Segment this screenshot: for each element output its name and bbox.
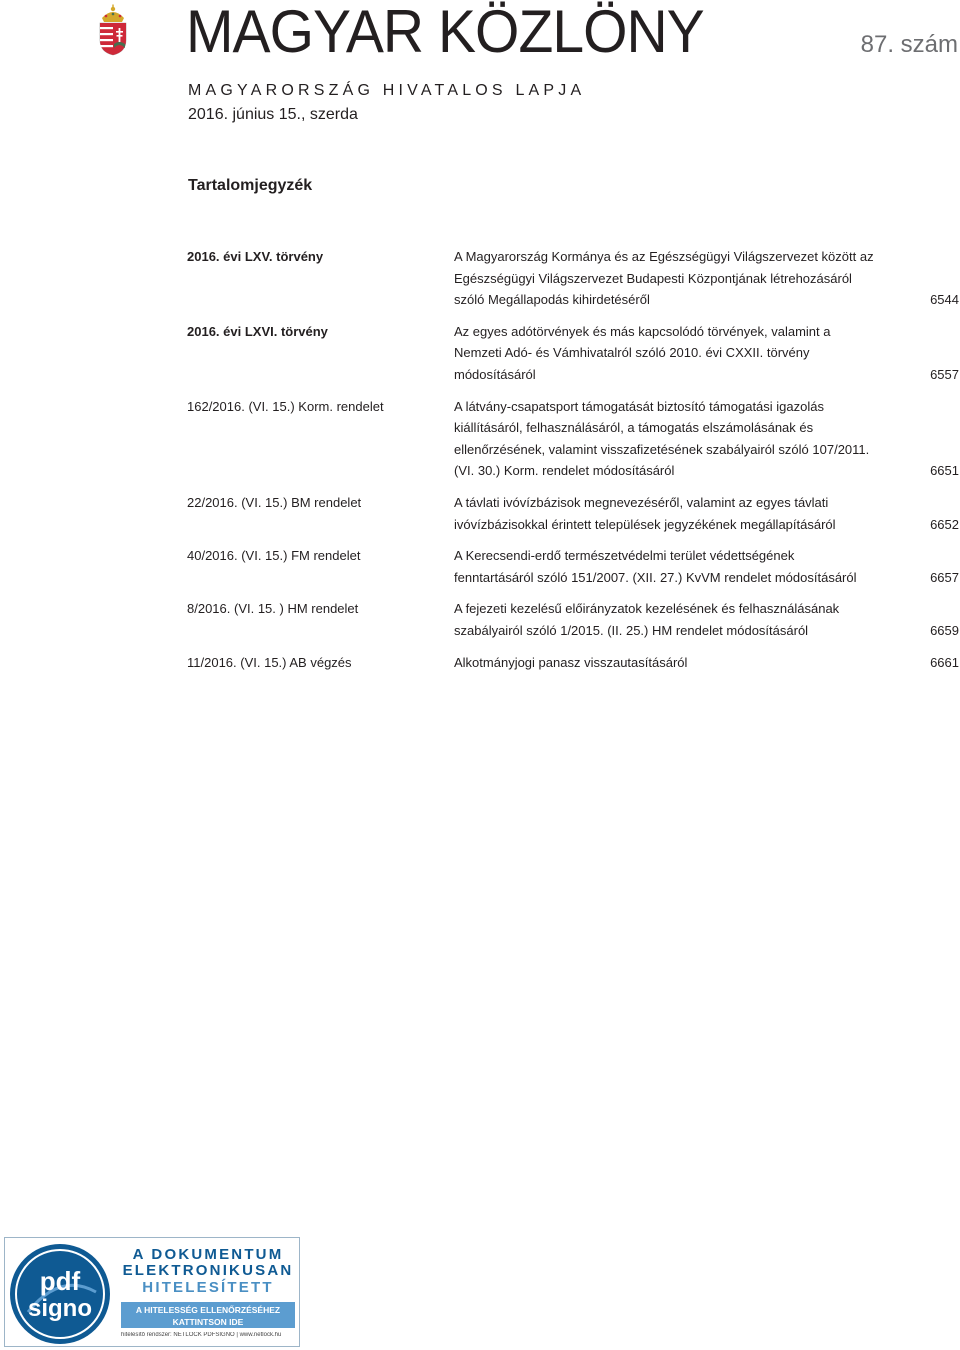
toc-entry-page: 6661 xyxy=(930,654,959,670)
badge-line-1: A DOKUMENTUM xyxy=(132,1246,284,1263)
publication-title: MAGYAR KÖZLÖNY xyxy=(186,0,704,65)
toc-entry-description: A Kerecsendi-erdő természetvédelmi terület védettségének fenntartásáról szóló 151/2007. (XII. 27.) KvVM rendelet módosításáról xyxy=(454,548,857,585)
toc-entry-description: A fejezeti kezelésű előirányzatok kezelésének és felhasználásának szabályairól szóló 1/2015. (II. 25.) HM rendelet módosításáról xyxy=(454,601,840,638)
toc-entry-reference: 22/2016. (VI. 15.) BM rendelet xyxy=(187,494,362,510)
issue-number: 87. szám xyxy=(860,31,958,58)
pdfsigno-logo-icon xyxy=(8,1242,112,1346)
toc-entry-reference: 8/2016. (VI. 15. ) HM rendelet xyxy=(187,601,359,617)
toc-entry-page: 6651 xyxy=(930,463,959,479)
authentication-badge[interactable] xyxy=(4,1237,300,1347)
toc-entry-description: A távlati ivóvízbázisok megnevezéséről, valamint az egyes távlati ivóvízbázisokkal érintett települések jegyzékének megállapításáról xyxy=(454,494,836,532)
toc-entry[interactable] xyxy=(187,545,959,588)
badge-line-3: HITELESÍTETT xyxy=(142,1279,274,1296)
coat-of-arms-icon xyxy=(96,4,130,56)
toc-heading: Tartalomjegyzék xyxy=(188,177,313,194)
toc-entry[interactable] xyxy=(187,396,959,482)
toc-entry[interactable] xyxy=(187,598,959,641)
toc-entry-description: Alkotmányjogi panasz visszautasításáról xyxy=(454,654,688,670)
toc-entry-description: A Magyarország Kormánya és az Egészségügyi Világszervezet között az Egészségügyi Világszervezet Budapesti Központjának létrehozásáról szóló Megállapodás kihirdetéséről xyxy=(454,249,874,308)
toc-entry-reference: 2016. évi LXVI. törvény xyxy=(187,323,328,339)
toc-entry-reference: 11/2016. (VI. 15.) AB végzés xyxy=(187,654,352,670)
verify-link-line-1: A HITELESSÉG ELLENŐRZÉSÉHEZ xyxy=(135,1305,281,1315)
toc-entry-description: A látvány-csapatsport támogatását biztosító támogatási igazolás kiállításáról, felhasználásáról, a támogatás elszámolásának és ellenőrzésének, valamint visszafizetésének szabályairól szóló 107/2011. (VI. 30.) Korm. rendelet módosításáról xyxy=(454,398,870,479)
pdfsigno-logo-text: pdf xyxy=(39,1266,81,1296)
toc-entry-reference: 2016. évi LXV. törvény xyxy=(187,249,324,264)
table-of-contents xyxy=(187,246,959,673)
publication-date: 2016. június 15., szerda xyxy=(188,106,358,123)
verify-link[interactable] xyxy=(121,1302,295,1328)
toc-entry[interactable] xyxy=(187,246,959,311)
toc-entry-page: 6659 xyxy=(930,622,959,638)
toc-entry-reference: 162/2016. (VI. 15.) Korm. rendelet xyxy=(187,398,384,414)
toc-entry-page: 6652 xyxy=(930,516,959,532)
toc-entry[interactable] xyxy=(187,492,959,535)
toc-entry-reference: 40/2016. (VI. 15.) FM rendelet xyxy=(187,548,361,564)
toc-entry-page: 6657 xyxy=(930,569,959,585)
publication-subtitle: MAGYARORSZÁG HIVATALOS LAPJA xyxy=(188,82,586,99)
badge-footer: hitelesítő rendszer: NETLOCK PDFSIGNO | www.netlock.hu xyxy=(121,1332,282,1338)
toc-entry[interactable] xyxy=(187,652,959,674)
toc-entry-page: 6544 xyxy=(930,292,959,308)
verify-link-line-2: KATTINTSON IDE xyxy=(172,1317,244,1327)
toc-entry-description: Az egyes adótörvények és más kapcsolódó törvények, valamint a Nemzeti Adó- és Vámhivatalról szóló 2010. évi CXXII. törvény módosításáról xyxy=(454,323,831,382)
toc-entry-page: 6557 xyxy=(930,366,959,382)
pdfsigno-logo-text: signo xyxy=(28,1295,92,1322)
badge-line-2: ELEKTRONIKUSAN xyxy=(122,1262,294,1279)
toc-entry[interactable] xyxy=(187,321,959,386)
